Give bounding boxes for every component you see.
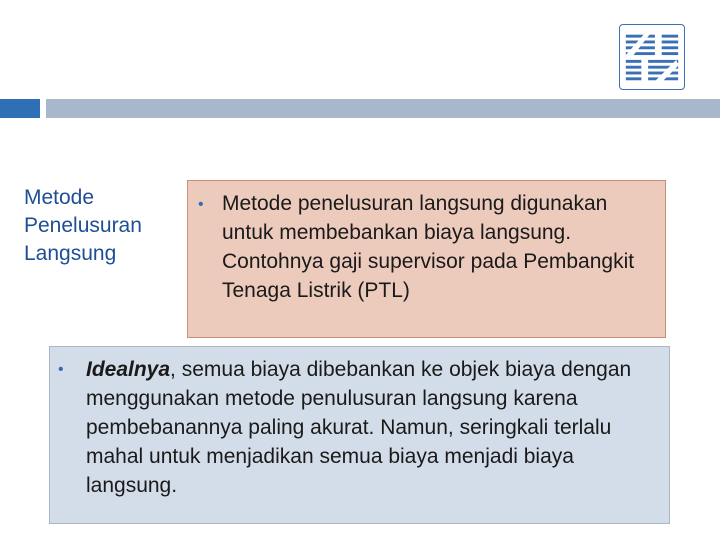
company-logo (619, 24, 685, 90)
explanation-text (86, 355, 668, 500)
definition-text: Metode penelusuran langsung digunakan untuk membebankan biaya langsung. Contohnya gaji supervisor pada Pembangkit Tenaga Listrik (PTL) (222, 192, 635, 302)
bullet-icon: • (198, 196, 204, 213)
company-logo-icon (620, 25, 684, 89)
definition-box (187, 180, 666, 338)
section-title (24, 184, 184, 268)
explanation-box (49, 346, 670, 524)
header-accent-bar (0, 99, 40, 118)
section-title-line-1: Metode (24, 186, 95, 209)
section-title-line-3: Langsung (24, 242, 117, 265)
explanation-body: , semua biaya dibebankan ke objek biaya dengan menggunakan metode penulusuran langsung karena pembebanannya paling akurat. Namun, seringkali terlalu mahal untuk menjadikan semua biaya menjadi biaya langsung. (86, 358, 632, 497)
header-bar (46, 99, 720, 118)
explanation-emphasis: Idealnya (86, 358, 171, 381)
section-title-line-2: Penelusuran (24, 214, 142, 237)
bullet-icon: • (58, 361, 64, 378)
